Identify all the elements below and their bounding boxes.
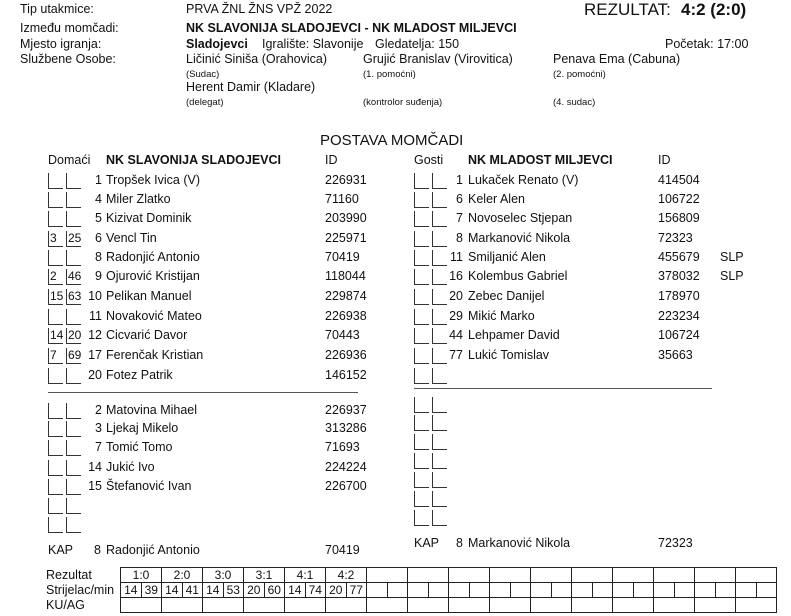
score-cell: [367, 568, 408, 583]
scorer-minute-cell: [428, 583, 449, 598]
kuag-cell: [203, 598, 244, 613]
home-captain-name: Radonjić Antonio: [106, 543, 200, 557]
result-label: REZULTAT:: [584, 0, 671, 19]
teams-value: NK SLAVONIJA SLADOJEVCI - NK MLADOST MILJEVCI: [186, 21, 517, 35]
sub-box-min: [66, 479, 81, 495]
sub-box-min: 46: [68, 269, 82, 283]
sub-box-in: [414, 348, 429, 364]
score-cell: 3:1: [244, 568, 285, 583]
assistant1-role: (1. pomoćni): [363, 69, 416, 80]
sub-box-in: [48, 368, 63, 384]
sub-box-min: [66, 211, 81, 227]
player-name: Ljekaj Mikelo: [106, 421, 179, 435]
score-cell: [654, 568, 695, 583]
assistant1-name: Grujić Branislav (Virovitica): [363, 52, 513, 66]
player-name: Novaković Mateo: [106, 309, 202, 323]
sub-box-min: [432, 472, 447, 488]
sub-box-in: [414, 173, 429, 189]
scorer-number-cell: [490, 583, 511, 598]
scorer-number-cell: 14: [285, 583, 306, 598]
sub-box-min: [66, 192, 81, 208]
controller-role: (kontrolor suđenja): [363, 97, 443, 108]
sub-box-min: 63: [68, 289, 82, 303]
fourth-official-role: (4. sudac): [553, 97, 596, 108]
player-name: Štefanović Ivan: [106, 479, 192, 493]
player-number: 14: [88, 460, 102, 474]
player-number: 16: [449, 269, 463, 283]
sub-box-min: [66, 403, 81, 419]
lineup-title: POSTAVA MOMČADI: [320, 132, 464, 149]
kuag-cell: [695, 598, 736, 613]
sub-box-min: [66, 250, 81, 266]
scorer-minute-cell: 41: [182, 583, 203, 598]
player-name: Tomić Tomo: [106, 440, 173, 454]
player-name: Lukaček Renato (V): [468, 173, 579, 187]
player-number: 11: [89, 309, 102, 323]
kuag-cell: [162, 598, 203, 613]
kickoff-value: Početak: 17:00: [665, 37, 749, 51]
officials-label: Službene Osobe:: [20, 52, 116, 66]
player-name: Kizivat Dominik: [106, 211, 192, 225]
player-number: 12: [88, 328, 102, 342]
sub-box-in: [48, 250, 63, 266]
player-id: 156809: [658, 211, 700, 225]
score-cell: 4:2: [326, 568, 367, 583]
kuag-label: KU/AG: [46, 598, 85, 612]
score-cell: [572, 568, 613, 583]
player-number: 20: [449, 289, 463, 303]
scorer-number-cell: [654, 583, 675, 598]
player-name: Lehpamer David: [468, 328, 560, 342]
sub-box-in: [414, 453, 429, 469]
player-number: 3: [95, 421, 102, 435]
scorer-number-cell: 14: [121, 583, 142, 598]
player-number: 6: [456, 192, 463, 206]
scorer-number-cell: [572, 583, 593, 598]
player-id: 455679: [658, 250, 700, 264]
scorer-number-cell: 14: [162, 583, 183, 598]
scorer-minute-cell: 77: [346, 583, 367, 598]
player-number: 8: [95, 250, 102, 264]
sub-box-min: [66, 368, 81, 384]
pitch-value: Igralište: Slavonije: [262, 37, 364, 51]
player-id: 225971: [325, 231, 367, 245]
scorer-number-cell: [367, 583, 388, 598]
score-cell: 1:0: [121, 568, 162, 583]
sub-box-in: [48, 173, 63, 189]
player-id: 226938: [325, 309, 367, 323]
player-number: 11: [450, 250, 463, 264]
sub-box-in: 15: [50, 289, 64, 303]
sub-box-min: [432, 397, 447, 413]
player-name: Cicvarić Davor: [106, 328, 188, 342]
scorer-number-cell: [531, 583, 552, 598]
scorer-label: Strijelac/min: [46, 583, 115, 597]
spectators-value: Gledatelja: 150: [375, 37, 460, 51]
sub-box-in: [414, 269, 429, 285]
score-cell: 4:1: [285, 568, 326, 583]
player-number: 2: [95, 403, 102, 417]
sub-box-in: [414, 309, 429, 325]
sub-box-in: [414, 231, 429, 247]
player-id: 226931: [325, 173, 367, 187]
kuag-cell: [654, 598, 695, 613]
player-id: 378032: [658, 269, 700, 283]
home-captain-number: 8: [94, 543, 101, 557]
kuag-cell: [613, 598, 654, 613]
sub-box-min: [66, 460, 81, 476]
sub-box-in: [414, 192, 429, 208]
scorer-minute-cell: 53: [223, 583, 244, 598]
sub-box-min: [432, 368, 447, 384]
home-id-header: ID: [325, 153, 338, 167]
player-id: 70419: [325, 250, 360, 264]
sub-box-min: 25: [68, 231, 82, 245]
scorer-minute-cell: 74: [305, 583, 326, 598]
sub-box-in: [414, 510, 429, 526]
kuag-cell: [285, 598, 326, 613]
scorer-minute-cell: [674, 583, 695, 598]
kuag-cell: [326, 598, 367, 613]
player-number: 1: [456, 173, 463, 187]
player-id: 226700: [325, 479, 367, 493]
scorer-minute-cell: [592, 583, 613, 598]
kuag-cell: [244, 598, 285, 613]
kuag-cell: [408, 598, 449, 613]
sub-box-min: 20: [68, 328, 82, 342]
sub-box-in: 7: [48, 348, 63, 364]
player-name: Matovina Mihael: [106, 403, 198, 417]
player-number: 1: [95, 173, 102, 187]
sub-box-min: [66, 173, 81, 189]
player-id: 178970: [658, 289, 700, 303]
sub-box-in: [48, 192, 63, 208]
away-captain-id: 72323: [658, 536, 693, 550]
sub-box-in: 2: [48, 269, 63, 285]
sub-box-in: [414, 415, 429, 431]
home-captain-id: 70419: [325, 543, 360, 557]
home-side-label: Domaći: [48, 153, 91, 167]
sub-box-in: [48, 517, 63, 533]
sub-box-in: [48, 421, 63, 437]
scorer-number-cell: [695, 583, 716, 598]
sub-box-in: [414, 368, 429, 384]
player-name: Zebec Danijel: [468, 289, 545, 303]
referee-role: (Sudac): [186, 69, 220, 80]
sub-box-min: [66, 498, 81, 514]
sub-box-in: [48, 440, 63, 456]
player-name: Fotez Patrik: [106, 368, 173, 382]
home-team-name: NK SLAVONIJA SLADOJEVCI: [106, 153, 282, 167]
player-number: 7: [456, 211, 463, 225]
player-id: 106724: [658, 328, 700, 342]
between-label: Između momčadi:: [20, 21, 119, 35]
scorer-minute-cell: [633, 583, 654, 598]
player-id: 70443: [325, 328, 360, 342]
score-cell: [695, 568, 736, 583]
sub-box-in: [48, 211, 63, 227]
sub-box-min: [66, 421, 81, 437]
player-name: Kolembus Gabriel: [468, 269, 568, 283]
player-name: Ferenčak Kristian: [106, 348, 204, 362]
sub-box-in: [414, 434, 429, 450]
sub-box-in: [414, 397, 429, 413]
kuag-cell: [367, 598, 408, 613]
match-type-value: PRVA ŽNL ŽNS VPŽ 2022: [186, 2, 333, 16]
score-cell: [613, 568, 654, 583]
scorer-number-cell: [613, 583, 634, 598]
sub-box-min: [432, 510, 447, 526]
result-value: 4:2 (2:0): [681, 0, 747, 19]
venue-value: Sladojevci: [186, 37, 248, 51]
player-id: 226936: [325, 348, 367, 362]
player-number: 77: [449, 348, 463, 362]
player-number: 8: [456, 231, 463, 245]
player-name: Jukić Ivo: [106, 460, 155, 474]
player-number: 10: [88, 289, 102, 303]
player-number: 9: [95, 269, 102, 283]
away-captain-name: Markanović Nikola: [468, 536, 571, 550]
sub-box-in: [414, 472, 429, 488]
sub-box-min: [432, 453, 447, 469]
sub-box-in: [414, 328, 429, 344]
home-divider: [48, 392, 358, 393]
venue-label: Mjesto igranja:: [20, 37, 102, 51]
player-number: 29: [449, 309, 463, 323]
score-label: Rezultat: [46, 568, 92, 582]
score-cell: [736, 568, 777, 583]
kuag-cell: [490, 598, 531, 613]
sub-box-in: [48, 479, 63, 495]
sub-box-in: 14: [50, 328, 64, 342]
assistant2-role: (2. pomoćni): [553, 69, 606, 80]
sub-box-min: [66, 517, 81, 533]
player-number: 17: [88, 348, 102, 362]
score-cell: 2:0: [162, 568, 203, 583]
sub-box-in: [414, 289, 429, 305]
delegate-role: (delegat): [186, 97, 224, 108]
sub-box-min: [432, 491, 447, 507]
kuag-cell: [736, 598, 777, 613]
sub-box-in: [414, 491, 429, 507]
player-number: 4: [95, 192, 102, 206]
player-id: 229874: [325, 289, 367, 303]
sub-box-min: [66, 440, 81, 456]
match-type-label: Tip utakmice:: [20, 2, 94, 16]
player-id: 106722: [658, 192, 700, 206]
player-name: Novoselec Stjepan: [468, 211, 573, 225]
player-id: 146152: [325, 368, 367, 382]
player-name: Mikić Marko: [468, 309, 535, 323]
kuag-cell: [449, 598, 490, 613]
player-name: Markanović Nikola: [468, 231, 571, 245]
player-name: Miler Zlatko: [106, 192, 171, 206]
away-side-label: Gosti: [414, 153, 444, 167]
score-cell: 3:0: [203, 568, 244, 583]
player-number: 6: [95, 231, 102, 245]
sub-box-min: [432, 434, 447, 450]
away-divider: [414, 388, 712, 389]
sub-box-min: 69: [68, 348, 82, 362]
scorer-minute-cell: 39: [141, 583, 162, 598]
player-name: Vencl Tin: [106, 231, 157, 245]
sub-box-in: [48, 460, 63, 476]
player-name: Lukić Tomislav: [468, 348, 550, 362]
scorer-number-cell: [408, 583, 429, 598]
sub-box-in: 3: [48, 231, 63, 247]
kuag-cell: [121, 598, 162, 613]
home-captain-label: KAP: [48, 543, 74, 557]
sub-box-in: [414, 250, 429, 266]
score-cell: [531, 568, 572, 583]
player-id: 414504: [658, 173, 700, 187]
away-captain-label: KAP: [414, 536, 440, 550]
player-name: Tropšek Ivica (V): [106, 173, 201, 187]
scorer-minute-cell: [469, 583, 490, 598]
referee-name: Ličinić Siniša (Orahovica): [186, 52, 328, 66]
player-id: 71693: [325, 440, 360, 454]
player-number: 15: [88, 479, 102, 493]
scorer-minute-cell: [510, 583, 531, 598]
player-name: Ojurović Kristijan: [106, 269, 200, 283]
sub-box-in: [414, 211, 429, 227]
score-cell: [490, 568, 531, 583]
scorer-minute-cell: [756, 583, 777, 598]
scorer-minute-cell: [715, 583, 736, 598]
player-number: 44: [449, 328, 463, 342]
delegate-name: Herent Damir (Kladare): [186, 80, 316, 94]
score-cell: [408, 568, 449, 583]
player-number: 5: [95, 211, 102, 225]
player-status: SLP: [720, 269, 744, 283]
player-id: 118044: [325, 269, 366, 283]
player-number: 20: [88, 368, 102, 382]
scorer-number-cell: [736, 583, 757, 598]
scorer-number-cell: 14: [203, 583, 224, 598]
scorer-minute-cell: [551, 583, 572, 598]
scorer-minute-cell: [387, 583, 408, 598]
player-id: 223234: [658, 309, 700, 323]
player-id: 203990: [325, 211, 367, 225]
kuag-cell: [572, 598, 613, 613]
player-name: Pelikan Manuel: [106, 289, 192, 303]
scorer-number-cell: 20: [244, 583, 265, 598]
player-id: 226937: [325, 403, 367, 417]
scorer-minute-cell: 60: [264, 583, 285, 598]
away-team-name: NK MLADOST MILJEVCI: [468, 153, 613, 167]
player-id: 71160: [325, 192, 359, 206]
player-name: Keler Alen: [468, 192, 525, 206]
player-number: 7: [95, 440, 102, 454]
sub-box-min: [66, 309, 81, 325]
sub-box-in: [48, 309, 63, 325]
assistant2-name: Penava Ema (Cabuna): [553, 52, 681, 66]
results-table: [120, 567, 777, 613]
sub-box-min: [432, 415, 447, 431]
player-id: 35663: [658, 348, 693, 362]
sub-box-in: [48, 498, 63, 514]
player-name: Radonjić Antonio: [106, 250, 200, 264]
away-id-header: ID: [658, 153, 671, 167]
away-captain-number: 8: [456, 536, 463, 550]
player-id: 313286: [325, 421, 367, 435]
player-status: SLP: [720, 250, 744, 264]
player-name: Smiljanić Alen: [468, 250, 546, 264]
sub-box-in: [48, 403, 63, 419]
player-id: 224224: [325, 460, 367, 474]
kuag-cell: [531, 598, 572, 613]
score-cell: [449, 568, 490, 583]
player-id: 72323: [658, 231, 693, 245]
scorer-number-cell: [449, 583, 470, 598]
scorer-number-cell: 20: [326, 583, 347, 598]
